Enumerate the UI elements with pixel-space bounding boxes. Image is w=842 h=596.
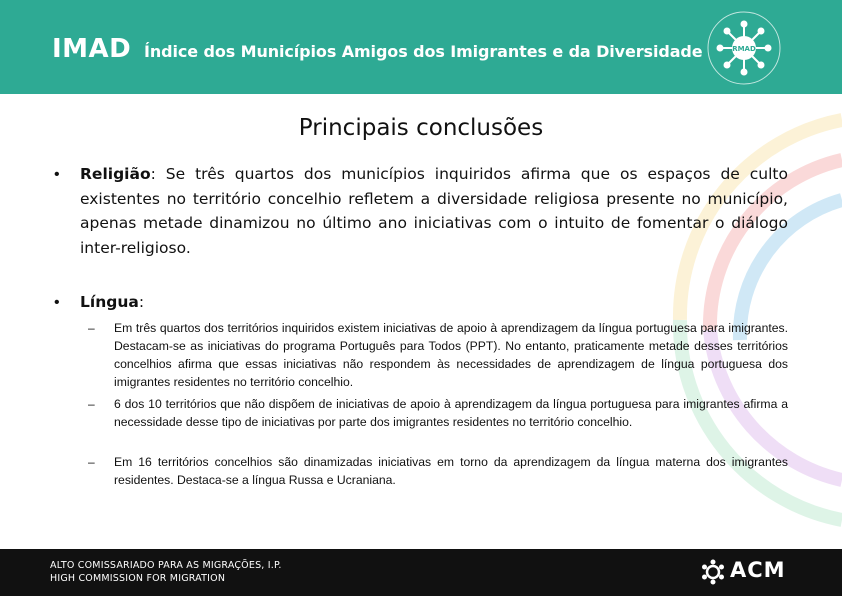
acm-logo-text: ACM <box>730 558 786 582</box>
footer-line-pt: ALTO COMISSARIADO PARA AS MIGRAÇÕES, I.P. <box>50 560 282 571</box>
dash-marker: – <box>88 397 95 411</box>
rmad-seal-logo <box>706 10 782 86</box>
footer-line-en: HIGH COMMISSION FOR MIGRATION <box>50 573 226 584</box>
header-subtitle: Índice dos Municípios Amigos dos Imigrantes e da Diversidade <box>144 42 703 61</box>
language-heading <box>80 290 788 315</box>
language-subitem: Em 16 territórios concelhios são dinamizadas iniciativas em torno da aprendizagem da língua materna dos imigrantes residentes. Destaca-se a língua Russa e Ucraniana. <box>114 455 788 487</box>
bullet-marker: • <box>54 166 60 183</box>
bullet-marker: • <box>54 294 60 311</box>
dash-marker: – <box>88 321 95 335</box>
acm-emblem-icon <box>700 559 726 585</box>
language-colon: : <box>138 293 145 311</box>
religion-paragraph <box>80 162 788 260</box>
brand-logo: IMAD <box>52 34 132 64</box>
footer-bar <box>0 549 842 596</box>
seal-center-text: RMAD <box>732 45 756 53</box>
language-subitem: Em três quartos dos territórios inquiridos existem iniciativas de apoio à aprendizagem da língua portuguesa para imigrantes. Destacam-se as iniciativas do programa Português para Todos (PPT). No entanto, praticamente metade desses territórios concelhios afirma que essas iniciativas não respondem às necessidades de aprendizagem de língua portuguesa dos imigrantes residentes no território concelhio. <box>114 321 788 389</box>
header-banner <box>0 0 842 94</box>
language-subitem: 6 dos 10 territórios que não dispõem de iniciativas de apoio à aprendizagem da língua portuguesa para imigrantes afirma a necessidade desse tipo de iniciativas por parte dos imigrantes residentes no território concelhio. <box>114 397 788 429</box>
dash-marker: – <box>88 455 95 469</box>
page-title: Principais conclusões <box>298 115 544 141</box>
language-label: Língua <box>80 293 139 311</box>
religion-label: Religião <box>80 165 151 183</box>
religion-text: : Se três quartos dos municípios inquiridos afirma que os espaços de culto existentes no território concelhio refletem a diversidade religiosa presente no município, apenas metade dinamizou no último ano iniciativas com o intuito de fomentar o diálogo inter-religioso. <box>80 165 788 257</box>
